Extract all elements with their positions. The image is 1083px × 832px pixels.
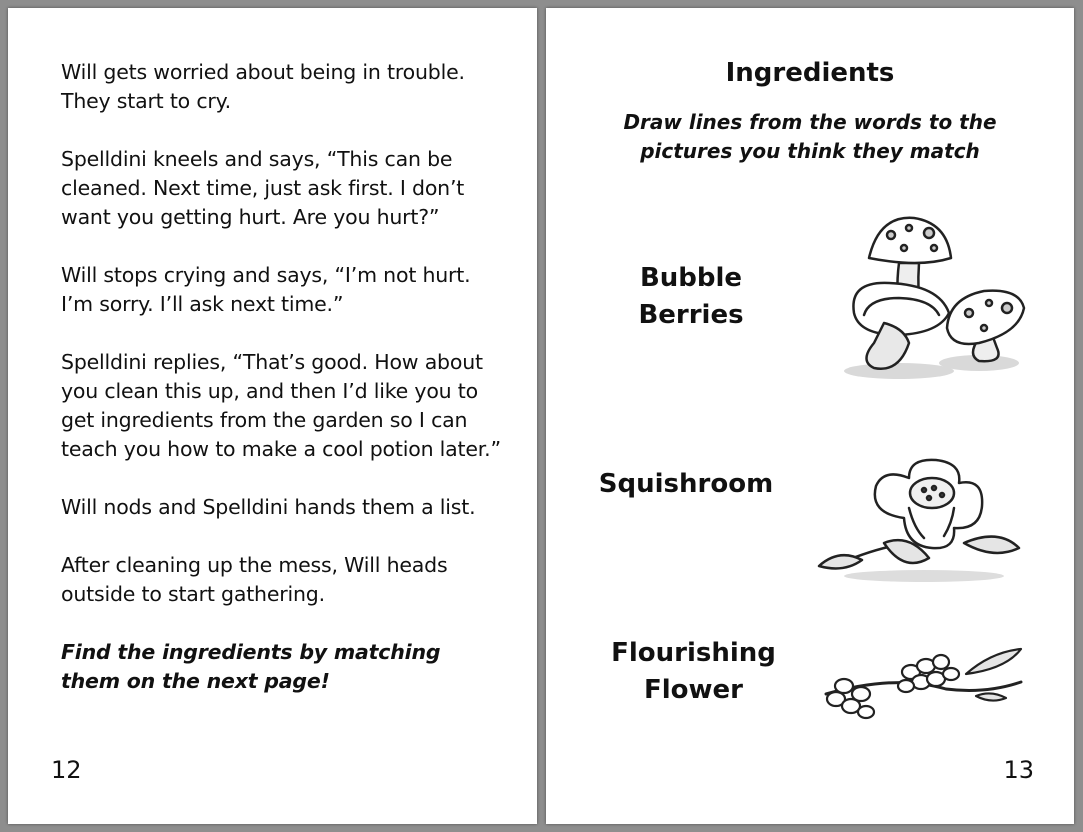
flower-drawing (814, 448, 1024, 583)
mushroom-drawing (829, 203, 1029, 383)
left-page (8, 8, 537, 824)
instruction-text: Draw lines from the words to the pictures you think they match (623, 110, 997, 163)
page-number-left: 12 (51, 756, 82, 784)
berry-branch-drawing (816, 634, 1031, 729)
page-title: Ingredients (725, 58, 895, 88)
paragraph-1: Will gets worried about being in trouble. They start to cry. (61, 60, 465, 113)
paragraph-6: After cleaning up the mess, Will heads outside to start gathering. (61, 553, 448, 606)
paragraph-5: Will nods and Spelldini hands them a list. (61, 495, 476, 519)
right-page (546, 8, 1074, 824)
paragraph-4: Spelldini replies, “That’s good. How about you clean this up, and then I’d like you to get ingredients from the garden so I can teach you how to make a cool potion later.” (61, 350, 501, 461)
berry-branch-illustration[interactable] (816, 634, 1031, 729)
story-text (61, 58, 501, 696)
call-to-action: Find the ingredients by matching them on the next page! (61, 640, 441, 693)
word-flourishing-flower[interactable]: Flourishing Flower (611, 638, 776, 705)
paragraph-2: Spelldini kneels and says, “This can be cleaned. Next time, just ask first. I don’t want you getting hurt. Are you hurt?” (61, 147, 465, 229)
mushroom-illustration[interactable] (829, 203, 1029, 383)
flower-illustration[interactable] (814, 448, 1024, 583)
word-squishroom[interactable]: Squishroom (598, 469, 774, 499)
paragraph-3: Will stops crying and says, “I’m not hurt. I’m sorry. I’ll ask next time.” (61, 263, 471, 316)
word-bubble-berries[interactable]: Bubble Berries (638, 263, 744, 330)
page-number-right: 13 (1003, 756, 1034, 784)
